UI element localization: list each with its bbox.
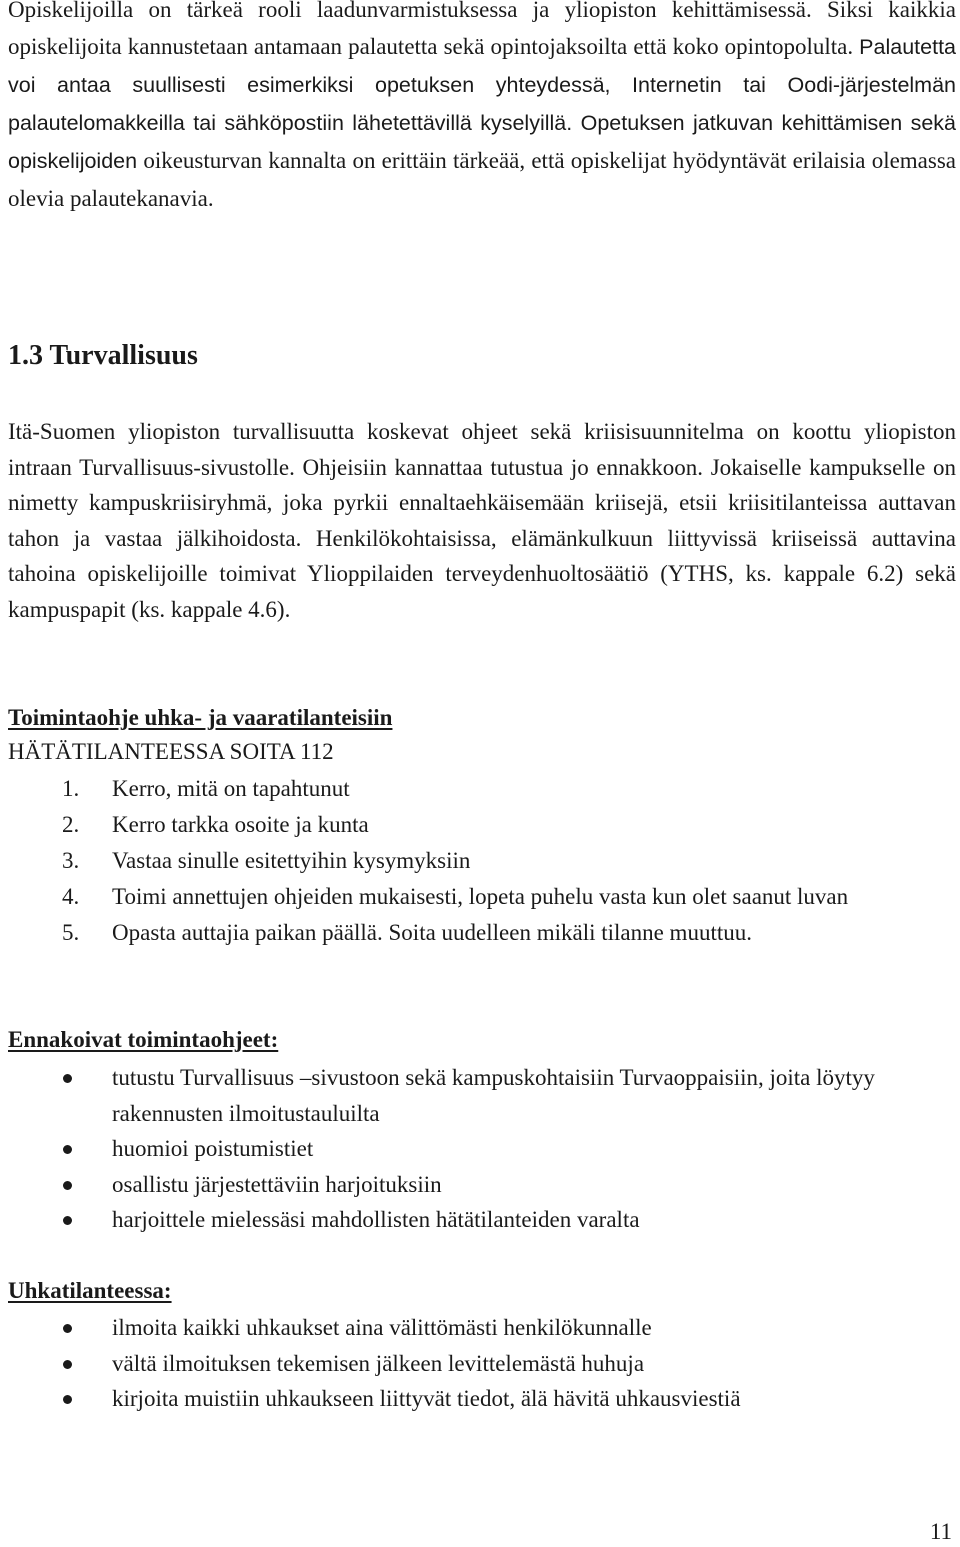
step-number: 1. <box>62 776 80 801</box>
bullet-icon <box>63 1145 72 1154</box>
intro-text-middle: Palautetta voi antaa suullisesti esimerkiksi opetuksen yhteydessä, Internetin tai Oodi-järjestelmän palautelomakkeilla tai sähköpostiin lähetettävillä kyselyillä. Opetuksen jatkuvan kehittämisen sekä opiskelijoiden <box>8 35 956 173</box>
bullet-icon <box>63 1074 72 1083</box>
list-item <box>8 1167 956 1203</box>
list-item <box>8 1060 956 1131</box>
list-item-text: osallistu järjestettäviin harjoituksiin <box>112 1171 442 1197</box>
list-item <box>8 1310 956 1346</box>
list-item <box>8 807 956 843</box>
step-text: Opasta auttajia paikan päällä. Soita uudelleen mikäli tilanne muuttuu. <box>112 920 752 945</box>
emergency-call-line: HÄTÄTILANTEESSA SOITA 112 <box>8 739 334 764</box>
step-number: 2. <box>62 812 80 837</box>
list-item <box>8 1202 956 1238</box>
list-item-text: vältä ilmoituksen tekemisen jälkeen levittelemästä huhuja <box>112 1350 645 1376</box>
list-item <box>8 771 956 807</box>
intro-paragraph <box>8 0 956 217</box>
page-number: 11 <box>929 1519 952 1544</box>
preventive-heading: Ennakoivat toimintaohjeet: <box>8 1027 279 1052</box>
step-number: 4. <box>62 884 80 909</box>
list-item-text: harjoittele mielessäsi mahdollisten hätätilanteiden varalta <box>112 1207 640 1232</box>
list-item-text: huomioi poistumistiet <box>112 1136 314 1161</box>
threat-situation-list <box>8 1310 956 1417</box>
list-item-text: kirjoita muistiin uhkaukseen liittyvät tiedot, älä hävitä uhkausviestiä <box>112 1386 741 1411</box>
list-item <box>8 1131 956 1167</box>
step-text: Toimi annettujen ohjeiden mukaisesti, lopeta puhelu vasta kun olet saanut luvan <box>112 884 849 909</box>
list-item-text: ilmoita kaikki uhkaukset aina välittömästi henkilökunnalle <box>112 1315 652 1340</box>
step-text: Vastaa sinulle esitettyihin kysymyksiin <box>112 848 471 873</box>
step-number: 3. <box>62 848 80 873</box>
step-number: 5. <box>62 920 80 945</box>
bullet-icon <box>63 1324 72 1333</box>
list-item-text: tutustu Turvallisuus –sivustoon sekä kampuskohtaisiin Turvaoppaisiin, joita löytyy rakennusten ilmoitustauluilta <box>112 1065 875 1126</box>
list-item <box>8 1381 956 1417</box>
section-body-paragraph: Itä-Suomen yliopiston turvallisuutta koskevat ohjeet sekä kriisisuunnitelma on koottu yliopiston intraan Turvallisuus-sivustolle. Ohjeisiin kannattaa tutustua jo ennakkoon. Jokaiselle kampukselle on nimetty kampuskriisiryhmä, joka pyrkii ennaltaehkäisemään kriisejä, etsii kriisitilanteissa auttavan tahon ja vastaa jälkihoidosta. Henkilökohtaisissa, elämänkulkuun liittyvissä kriiseissä auttavina tahoina opiskelijoille toimivat Ylioppilaiden terveydenhuoltosäätiö (YTHS, ks. kappale 6.2) sekä kampuspapit (ks. kappale 4.6). <box>8 419 956 622</box>
threat-situation-heading: Uhkatilanteessa: <box>8 1278 172 1303</box>
preventive-list <box>8 1060 956 1238</box>
list-item <box>8 1346 956 1382</box>
list-item <box>8 879 956 915</box>
intro-text-start: Opiskelijoilla on tärkeä rooli laadunvarmistuksessa ja yliopiston kehittämisessä. Siksi kaikkia opiskelijoita kannustetaan antamaan palautetta sekä opintojaksoilta että koko opintopolulta. <box>8 0 956 59</box>
step-text: Kerro tarkka osoite ja kunta <box>112 812 369 837</box>
bullet-icon <box>63 1360 72 1369</box>
list-item <box>8 843 956 879</box>
bullet-icon <box>63 1181 72 1190</box>
threat-guide-heading: Toimintaohje uhka- ja vaaratilanteisiin <box>8 705 393 730</box>
emergency-steps-list <box>8 771 956 951</box>
section-heading: 1.3 Turvallisuus <box>8 340 198 371</box>
bullet-icon <box>63 1395 72 1404</box>
list-item <box>8 915 956 951</box>
intro-text-end: oikeusturvan kannalta on erittäin tärkeää, että opiskelijat hyödyntävät erilaisia olemassa olevia palautekanavia. <box>8 148 956 211</box>
step-text: Kerro, mitä on tapahtunut <box>112 776 350 801</box>
bullet-icon <box>63 1216 72 1225</box>
